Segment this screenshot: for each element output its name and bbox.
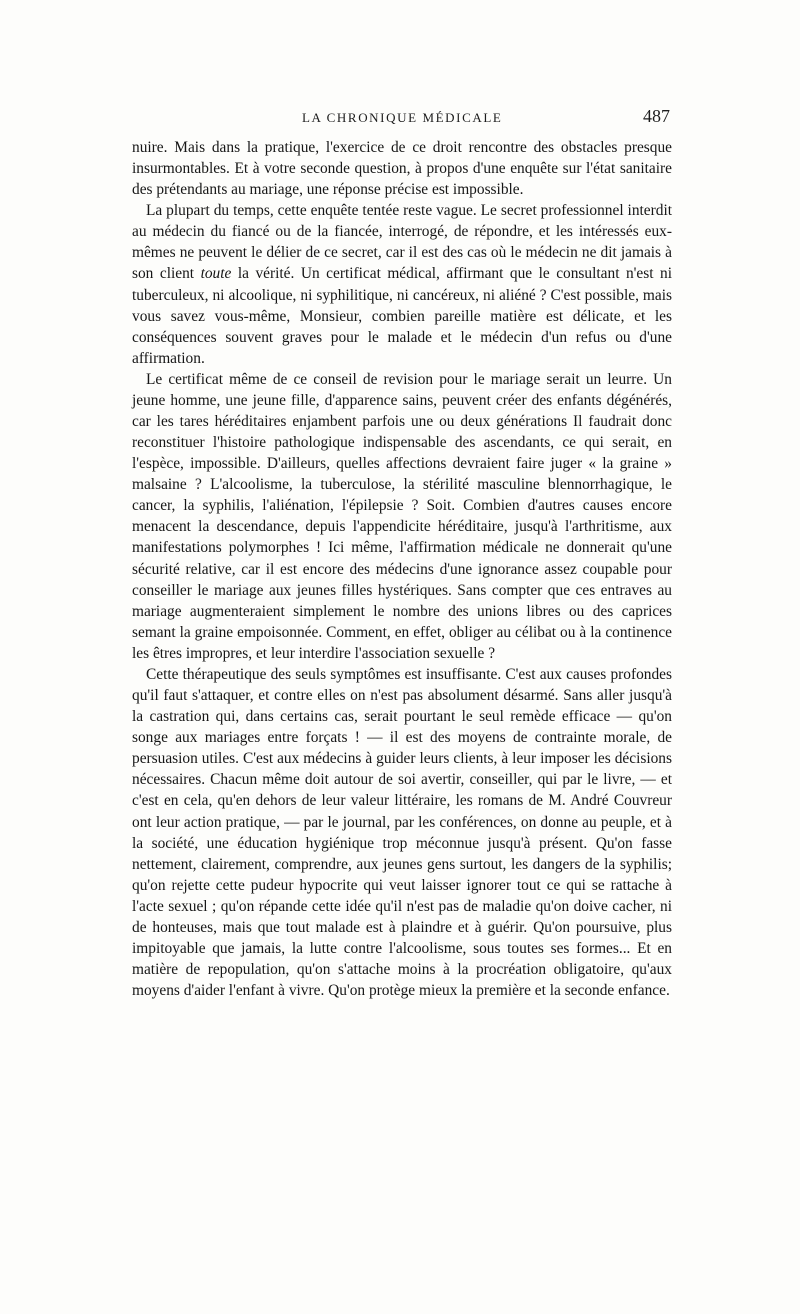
paragraph-1: nuire. Mais dans la pratique, l'exercice de ce droit rencontre des obstacles presque insurmontables. Et à votre seconde question, à propos d'une enquête sur l'état sanitaire des prétendants au mariage, une réponse précise est impossible. <box>132 139 672 199</box>
paragraph-3: Le certificat même de ce conseil de revision pour le mariage serait un leurre. Un jeune homme, une jeune fille, d'apparence sains, peuvent créer des enfants dégénérés, car les tares héréditaires enjambent parfois une ou deux générations Il faudrait donc reconstituer l'histoire pathologique indispensable des ascendants, ce qui serait, en l'espèce, impossible. D'ailleurs, quelles affections devraient faire juger « la graine » malsaine ? L'alcoolisme, la tuberculose, la stérilité masculine blennorrhagique, le cancer, la syphilis, l'aliénation, l'épilepsie ? Soit. Combien d'autres causes encore menacent la descendance, depuis l'appendicite héréditaire, jusqu'à l'arthritisme, aux manifestations polymorphes ! Ici même, l'affirmation médicale ne donnerait qu'une sécurité relative, car il est encore des médecins d'une ignorance assez coupable pour conseiller le mariage aux jeunes filles hystériques. Sans compter que ces entraves au mariage augmenteraient simplement le nombre des unions libres ou des caprices semant la graine empoisonnée. Comment, en effet, obliger au célibat ou à la continence les êtres impropres, et leur interdire l'association sexuelle ? <box>132 370 672 662</box>
page-number: 487 <box>643 106 670 126</box>
paragraph-2 <box>132 200 672 369</box>
paragraph-2-emphasis: toute <box>200 265 232 283</box>
running-title: LA CHRONIQUE MÉDICALE <box>302 110 503 125</box>
running-header <box>132 106 672 130</box>
paragraph-2-text-end: la vérité. Un certificat médical, affirmant que le consultant n'est ni tuberculeux, ni alcoolique, ni syphilitique, ni cancéreux, ni aliéné ? C'est possible, mais vous savez vous-même, Monsieur, combien pareille matière est délicate, et les conséquences souvent graves pour le malade et le médecin d'un refus ou d'une affirmation. <box>132 265 673 367</box>
paragraph-2-text-start: La plupart du temps, cette enquête tentée reste vague. Le secret professionnel interdit au médecin du fiancé ou de la fiancée, interrogé, de répondre, et les intéressés eux-mêmes ne peuvent le délier de ce secret, car il est des cas où le médecin ne dit jamais à son client <box>132 202 672 283</box>
article-body <box>132 137 672 1001</box>
paragraph-4: Cette thérapeutique des seuls symptômes est insuffisante. C'est aux causes profondes qu'il faut s'attaquer, et contre elles on n'est pas absolument désarmé. Sans aller jusqu'à la castration qui, dans certains cas, serait pourtant le seul remède efficace — qu'on songe aux mariages entre forçats ! — il est des moyens de contrainte morale, de persuasion utiles. C'est aux médecins à guider leurs clients, à leur imposer les décisions nécessaires. Chacun même doit autour de soi avertir, conseiller, qui par le livre, — et c'est en cela, qu'en dehors de leur valeur littéraire, les romans de M. André Couvreur ont leur action pratique, — par le journal, par les conférences, on donne au peuple, et à la société, une éducation hygiénique trop méconnue jusqu'à présent. Qu'on fasse nettement, clairement, comprendre, aux jeunes gens surtout, les dangers de la syphilis; qu'on rejette cette pudeur hypocrite qui veut laisser ignorer tout ce qui se rattache à l'acte sexuel ; qu'on répande cette idée qu'il n'est pas de maladie qu'on doive cacher, ni de honteuses, mais que tout malade est à plaindre et à guérir. Qu'on poursuive, plus impitoyable que jamais, la lutte contre l'alcoolisme, sous toutes ses formes... Et en matière de repopulation, qu'on s'attache moins à la procréation obligatoire, qu'aux moyens d'aider l'enfant à vivre. Qu'on protège mieux la première et la seconde enfance. <box>132 665 672 1000</box>
